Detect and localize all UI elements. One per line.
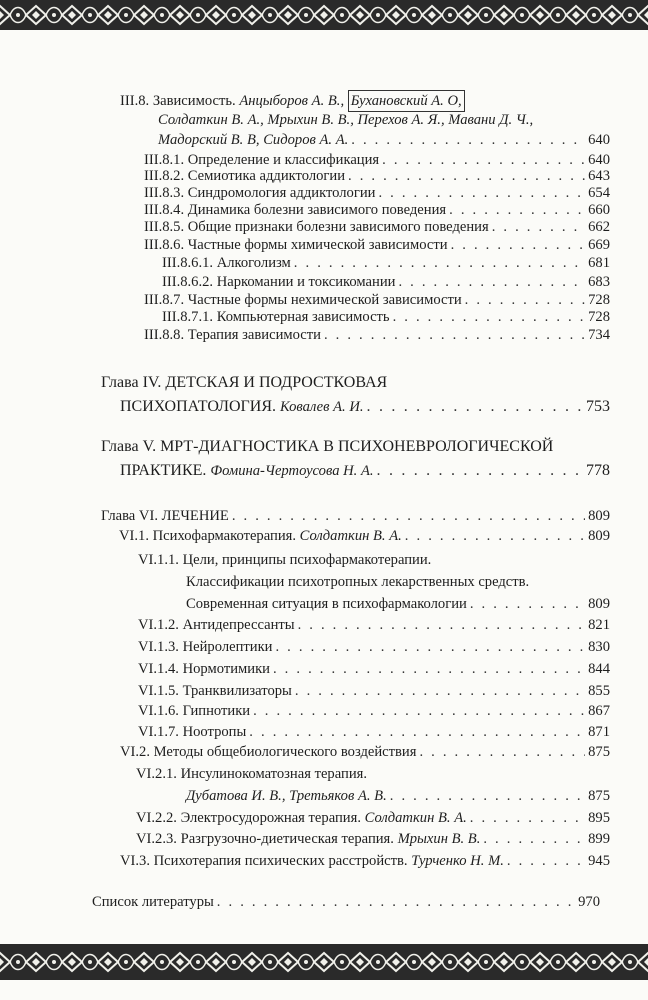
leader-dots — [405, 526, 585, 546]
toc-entry-6-2[interactable] — [120, 742, 610, 762]
toc-entry-6-2-2[interactable] — [136, 808, 610, 828]
toc-page-number: 945 — [588, 853, 610, 869]
toc-title: VI.1.1. Цели, принципы психофармакотерапии. — [138, 552, 432, 568]
leader-dots — [492, 217, 585, 237]
toc-page-number: 778 — [586, 462, 610, 479]
toc-entry-3-8-authors — [158, 110, 533, 130]
toc-entry[interactable] — [162, 272, 610, 292]
leader-dots — [367, 396, 583, 418]
toc-page-number: 728 — [588, 292, 610, 308]
toc-page-number: 683 — [588, 274, 610, 290]
toc-references[interactable] — [92, 892, 600, 912]
toc-page-number: 654 — [588, 185, 610, 201]
leader-dots — [253, 701, 585, 721]
leader-dots — [390, 786, 585, 806]
leader-dots — [470, 594, 585, 614]
toc-title: Классификации психотропных лекарственных средств. — [186, 574, 530, 590]
toc-page-number: 728 — [588, 309, 610, 325]
highlighted-author: Бухановский А. О, — [348, 90, 465, 112]
toc-title: III.8. Зависимость. — [120, 93, 236, 109]
toc-authors: Турченко Н. М. — [411, 853, 504, 869]
toc-authors: Солдаткин В. А. — [364, 810, 467, 826]
toc-title: III.8.6. Частные формы химической зависимости — [144, 237, 448, 253]
toc-title: III.8.1. Определение и классификация — [144, 152, 380, 168]
toc-entry[interactable] — [138, 722, 610, 742]
toc-entry[interactable] — [138, 659, 610, 679]
leader-dots — [393, 307, 586, 327]
toc-authors: Дубатова И. В., Третьяков А. В. — [186, 788, 387, 804]
leader-dots — [217, 892, 575, 912]
toc-title: VI.1.3. Нейролептики — [138, 639, 273, 655]
toc-entry[interactable] — [138, 701, 610, 721]
toc-title: VI.3. Психотерапия психических расстройств. — [120, 853, 408, 869]
leader-dots — [419, 742, 585, 762]
toc-authors: Солдаткин В. А., Мрыхин В. В., Перехов А. Я., Мавани Д. Ч., — [158, 112, 534, 128]
toc-entry-6-1-1-line1 — [138, 550, 431, 570]
toc-chapter-6[interactable] — [101, 506, 610, 526]
toc-title: III.8.5. Общие признаки болезни зависимого поведения — [144, 219, 489, 235]
toc-page-number: 681 — [588, 255, 610, 271]
toc-page-number: 821 — [588, 617, 610, 633]
toc-entry[interactable] — [144, 325, 610, 345]
toc-chapter-title: ПРАКТИКЕ. — [120, 462, 207, 479]
toc-title: VI.2.3. Разгрузочно-диетическая терапия. — [136, 831, 394, 847]
toc-entry-6-1-1[interactable] — [186, 594, 610, 614]
toc-title: III.8.7. Частные формы нехимической зависимости — [144, 292, 462, 308]
toc-title: III.8.8. Терапия зависимости — [144, 327, 321, 343]
toc-chapter-title: Глава VI. ЛЕЧЕНИЕ — [101, 508, 229, 524]
toc-page-number: 643 — [588, 168, 610, 184]
ornament-pattern — [0, 944, 648, 980]
toc-page-number: 734 — [588, 327, 610, 343]
toc-title: VI.1.7. Ноотропы — [138, 724, 247, 740]
toc-entry-6-1-1-line2 — [186, 572, 529, 592]
toc-title: VI.2. Методы общебиологического воздействия — [120, 744, 417, 760]
toc-authors: Мрыхин В. В. — [397, 831, 481, 847]
toc-entry-3-8-authors-last[interactable] — [158, 130, 610, 150]
leader-dots — [324, 325, 585, 345]
ornament-pattern — [0, 0, 648, 30]
toc-page-number: 899 — [588, 831, 610, 847]
leader-dots — [507, 851, 585, 871]
toc-title: VI.1.4. Нормотимики — [138, 661, 270, 677]
toc-page-number: 809 — [588, 528, 610, 544]
toc-title: III.8.3. Синдромология аддиктологии — [144, 185, 376, 201]
toc-title: VI.2.1. Инсулинокоматозная терапия. — [136, 766, 367, 782]
leader-dots — [351, 130, 585, 150]
toc-entry-6-3[interactable] — [120, 851, 610, 871]
toc-title: III.8.6.2. Наркомании и токсикомании — [162, 274, 396, 290]
leader-dots — [377, 460, 583, 482]
toc-page-number: 640 — [588, 152, 610, 168]
toc-chapter-4[interactable] — [120, 396, 610, 418]
toc-authors: Анцыборов А. В., — [239, 93, 345, 109]
toc-chapter-5[interactable] — [120, 460, 610, 482]
toc-page-number: 867 — [588, 703, 610, 719]
leader-dots — [398, 272, 585, 292]
toc-title: VI.2.2. Электросудорожная терапия. — [136, 810, 361, 826]
toc-entry-6-2-1-line1 — [136, 764, 367, 784]
toc-page-number: 895 — [588, 810, 610, 826]
toc-title: Список литературы — [92, 894, 214, 910]
leader-dots — [298, 615, 586, 635]
toc-title: Современная ситуация в психофармакологии — [186, 596, 467, 612]
toc-entry[interactable] — [162, 253, 610, 273]
toc-page-number: 875 — [588, 744, 610, 760]
toc-page-number: 753 — [586, 398, 610, 415]
bottom-ornament-border — [0, 944, 648, 980]
leader-dots — [483, 829, 585, 849]
toc-page-number: 875 — [588, 788, 610, 804]
toc-chapter-title: Глава IV. ДЕТСКАЯ И ПОДРОСТКОВАЯ — [101, 374, 388, 391]
toc-page-number: 662 — [588, 219, 610, 235]
toc-chapter-5-heading — [101, 436, 553, 458]
toc-title: VI.1.5. Транквилизаторы — [138, 683, 292, 699]
toc-chapter-4-heading — [101, 372, 387, 394]
leader-dots — [294, 253, 585, 273]
toc-title: VI.1.2. Антидепрессанты — [138, 617, 295, 633]
toc-page-number: 855 — [588, 683, 610, 699]
toc-entry[interactable] — [138, 615, 610, 635]
toc-page-number: 844 — [588, 661, 610, 677]
toc-page-number: 669 — [588, 237, 610, 253]
toc-entry-6-1[interactable] — [119, 526, 610, 546]
toc-entry[interactable] — [144, 235, 610, 255]
toc-title: VI.1. Психофармакотерапия. — [119, 528, 296, 544]
toc-entry-3-8[interactable] — [120, 90, 510, 110]
toc-title: III.8.6.1. Алкоголизм — [162, 255, 291, 271]
toc-title: III.8.2. Семиотика аддиктологии — [144, 168, 345, 184]
toc-authors: Солдаткин В. А. — [299, 528, 402, 544]
toc-title: VI.1.6. Гипнотики — [138, 703, 251, 719]
toc-page-number: 640 — [588, 132, 610, 148]
toc-page-number: 970 — [578, 894, 600, 910]
toc-page-number: 871 — [588, 724, 610, 740]
toc-authors: Мадорский В. В, Сидоров А. А. — [158, 132, 349, 148]
toc-entry[interactable] — [162, 307, 610, 327]
toc-chapter-title: Глава V. МРТ-ДИАГНОСТИКА В ПСИХОНЕВРОЛОГИЧЕСКОЙ — [101, 438, 554, 455]
toc-authors: Ковалев А. И. — [279, 399, 364, 415]
toc-page-number: 809 — [588, 596, 610, 612]
leader-dots — [273, 659, 585, 679]
toc-entry[interactable] — [138, 637, 610, 657]
toc-page-number: 660 — [588, 202, 610, 218]
toc-title: III.8.4. Динамика болезни зависимого поведения — [144, 202, 447, 218]
top-ornament-border — [0, 0, 648, 30]
toc-entry[interactable] — [144, 217, 610, 237]
toc-entry[interactable] — [138, 681, 610, 701]
toc-title: III.8.7.1. Компьютерная зависимость — [162, 309, 390, 325]
leader-dots — [451, 235, 586, 255]
leader-dots — [470, 808, 585, 828]
leader-dots — [275, 637, 585, 657]
leader-dots — [295, 681, 585, 701]
toc-entry-6-2-1[interactable] — [186, 786, 610, 806]
toc-page-number: 809 — [588, 508, 610, 524]
leader-dots — [232, 506, 585, 526]
toc-page-number: 830 — [588, 639, 610, 655]
toc-chapter-title: ПСИХОПАТОЛОГИЯ. — [120, 398, 276, 415]
toc-authors: Фомина-Чертоусова Н. А. — [210, 463, 374, 479]
toc-entry-6-2-3[interactable] — [136, 829, 610, 849]
leader-dots — [249, 722, 585, 742]
